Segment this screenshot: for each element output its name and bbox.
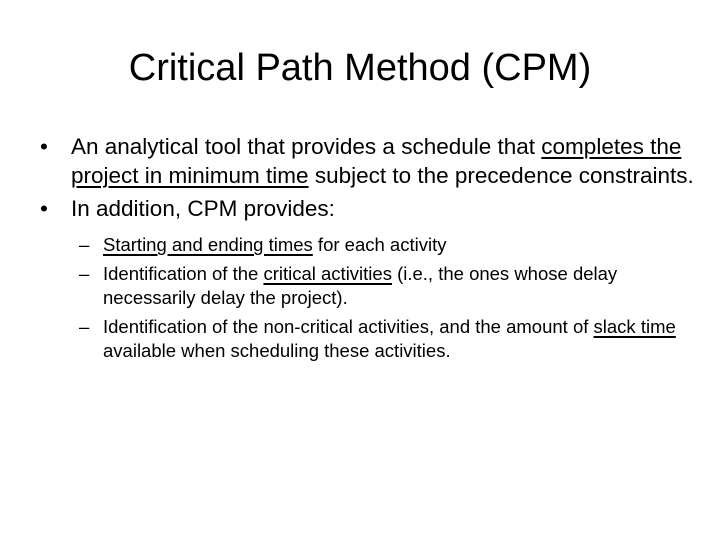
underlined-minimum-time: completes the project in minimum time <box>71 134 682 188</box>
bullet-analytical-tool <box>36 132 696 190</box>
bullet-cpm-provides <box>36 194 696 223</box>
bullet-marker: • <box>40 196 48 221</box>
bullet-text-post: subject to the precedence constraints. <box>308 163 694 188</box>
dash-marker: – <box>79 234 90 255</box>
sub-bullet-text-pre: Identification of the <box>103 263 264 284</box>
underlined-critical-activities: critical activities <box>263 263 392 284</box>
sub-bullet-start-end-times <box>36 233 696 257</box>
slide-title: Critical Path Method (CPM) <box>128 47 592 89</box>
sub-bullet-list <box>36 233 696 363</box>
sub-bullet-critical-activities <box>36 262 696 310</box>
slide-body <box>36 132 696 368</box>
underlined-start-end-times: Starting and ending times <box>103 234 313 255</box>
sub-bullet-text-post: available when scheduling these activities. <box>103 340 451 361</box>
dash-marker: – <box>79 316 90 337</box>
bullet-text-pre: An analytical tool that provides a schedule that <box>71 134 542 159</box>
underlined-slack-time: slack time <box>593 316 676 337</box>
bullet-marker: • <box>40 134 48 159</box>
sub-bullet-text-pre: Identification of the non-critical activities, and the amount of <box>103 316 594 337</box>
sub-bullet-text-post: for each activity <box>312 234 447 255</box>
sub-bullet-slack-time <box>36 315 696 363</box>
sub-bullet-text-post: (i.e., the ones whose delay necessarily delay the project). <box>103 263 618 308</box>
dash-marker: – <box>79 263 90 284</box>
bullet-text: In addition, CPM provides: <box>71 196 335 221</box>
